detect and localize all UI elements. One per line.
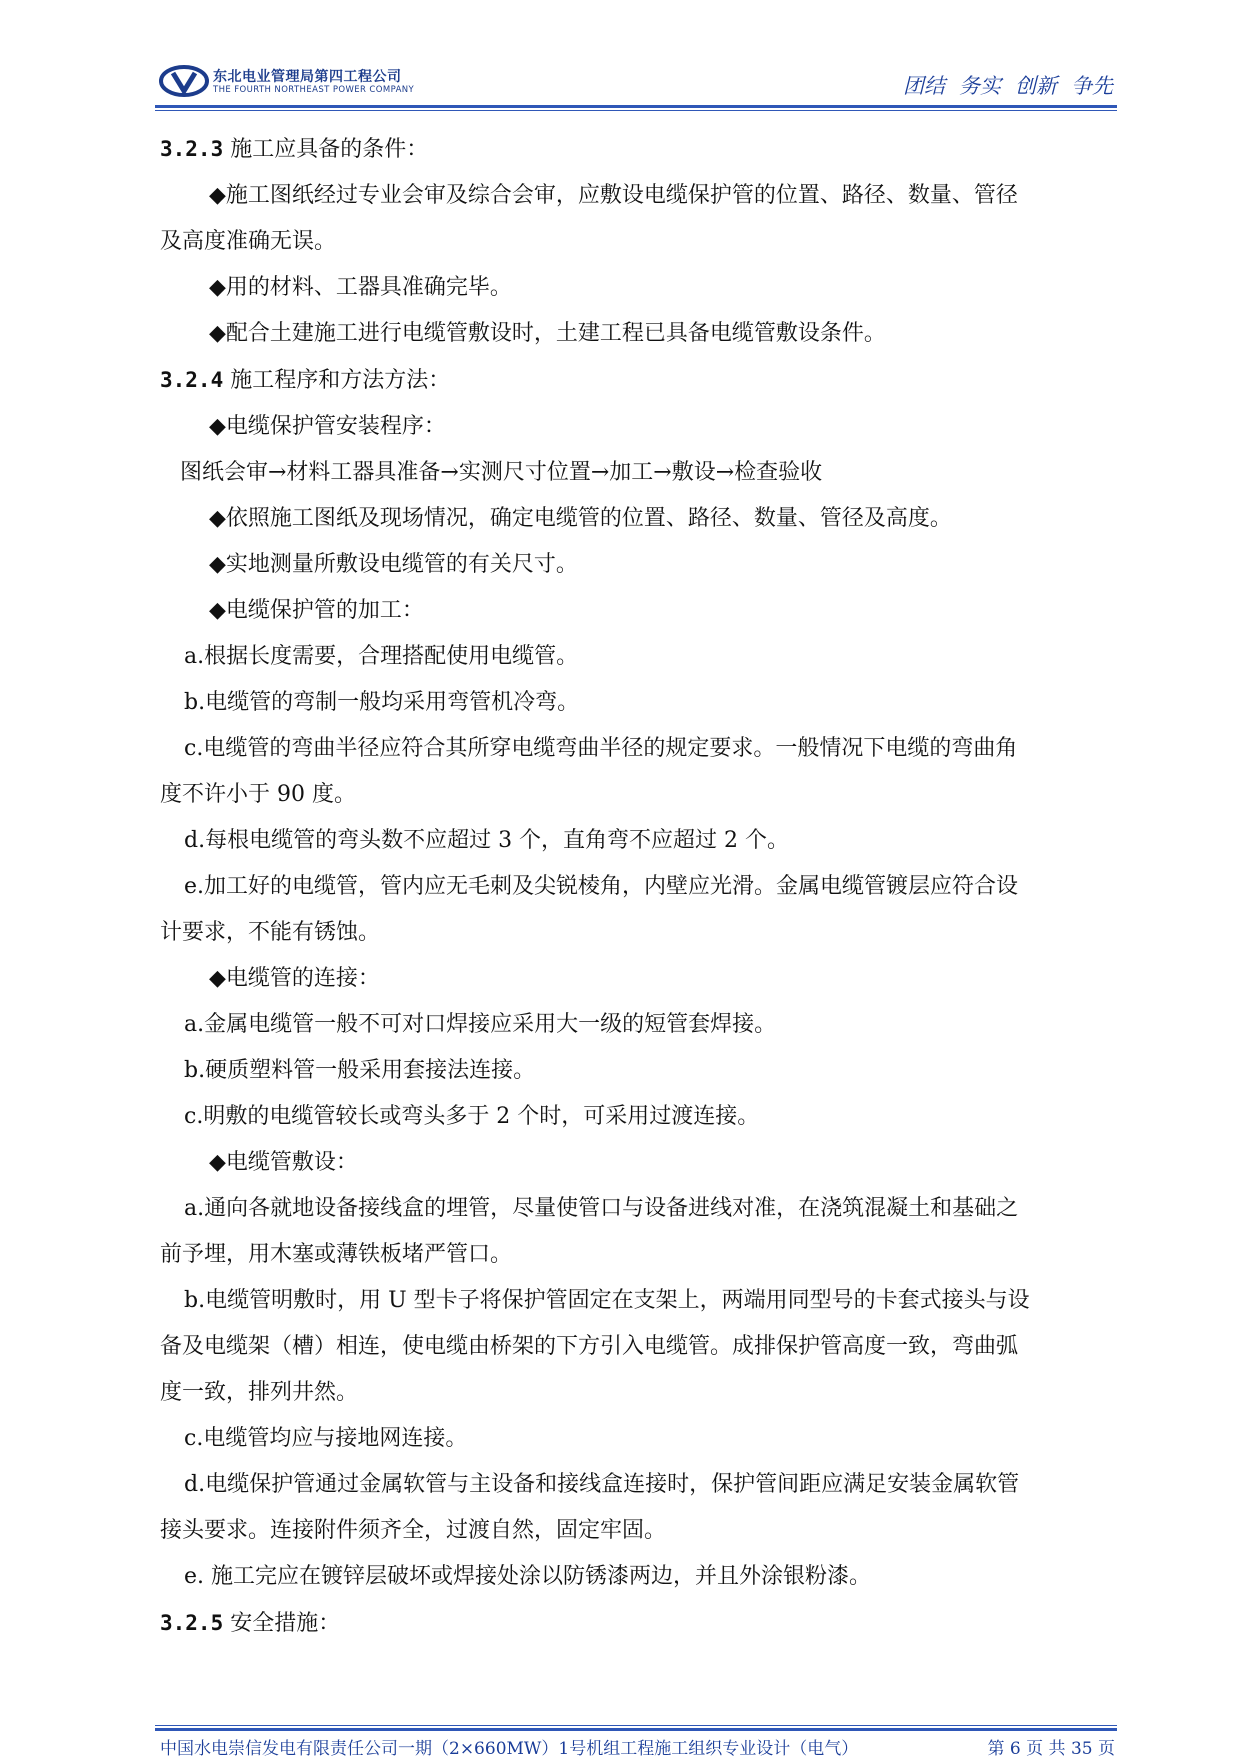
- list-item: a.通向各就地设备接线盒的埋管，尽量使管口与设备进线对准，在浇筑混凝土和基础之: [184, 1196, 1019, 1221]
- list-item: c.明敷的电缆管较长或弯头多于 2 个时，可采用过渡连接。: [184, 1104, 760, 1129]
- paragraph-continuation: 接头要求。连接附件须齐全，过渡自然，固定牢固。: [160, 1518, 667, 1543]
- bullet-paragraph: ◆电缆保护管的加工：: [209, 598, 424, 623]
- motto-word: 创新: [1015, 74, 1057, 98]
- bullet-paragraph: ◆配合土建施工进行电缆管敷设时，土建工程已具备电缆管敷设条件。: [209, 321, 886, 346]
- motto-word: 务实: [959, 74, 1001, 98]
- list-item: a.金属电缆管一般不可对口焊接应采用大一级的短管套焊接。: [184, 1012, 777, 1037]
- document-body: [160, 126, 1115, 1647]
- footer-page-number: 第 6 页 共 35 页: [987, 1739, 1115, 1759]
- section-heading: [160, 357, 1115, 404]
- bullet-paragraph: ◆电缆管的连接：: [209, 966, 380, 991]
- section-heading: [160, 126, 1115, 173]
- footer-rule-thin: [155, 1725, 1117, 1726]
- paragraph-continuation: 前予埋，用木塞或薄铁板堵严管口。: [160, 1242, 513, 1267]
- bullet-paragraph: ◆实地测量所敷设电缆管的有关尺寸。: [209, 552, 578, 577]
- paragraph-continuation: 及高度准确无误。: [160, 229, 337, 254]
- section-number: 3.2.5: [160, 1611, 224, 1635]
- paragraph-continuation: 度一致，排列井然。: [160, 1380, 359, 1405]
- motto-word: 团结: [903, 74, 945, 98]
- list-item: e. 施工完应在镀锌层破坏或焊接处涂以防锈漆两边，并且外涂银粉漆。: [184, 1564, 872, 1589]
- bullet-paragraph: ◆电缆管敷设：: [209, 1150, 358, 1175]
- bullet-paragraph: ◆用的材料、工器具准确完毕。: [209, 275, 512, 300]
- list-item: a.根据长度需要，合理搭配使用电缆管。: [184, 644, 579, 669]
- list-item: d.每根电缆管的弯头数不应超过 3 个，直角弯不应超过 2 个。: [184, 828, 790, 853]
- footer-rule: [155, 1728, 1117, 1731]
- list-item: b.硬质塑料管一般采用套接法连接。: [184, 1058, 536, 1083]
- list-item: d.电缆保护管通过金属软管与主设备和接线盒连接时，保护管间距应满足安装金属软管: [184, 1472, 1020, 1497]
- page-header: [155, 56, 1115, 112]
- bullet-paragraph: ◆施工图纸经过专业会审及综合会审，应敷设电缆保护管的位置、路径、数量、管径: [209, 183, 1018, 208]
- paragraph-continuation: 度不许小于 90 度。: [160, 782, 356, 807]
- motto: [889, 70, 1113, 100]
- section-title: 施工程序和方法方法：: [223, 368, 451, 393]
- list-item: b.电缆管明敷时，用 U 型卡子将保护管固定在支架上，两端用同型号的卡套式接头与设: [184, 1288, 1030, 1313]
- list-item: b.电缆管的弯制一般均采用弯管机冷弯。: [184, 690, 580, 715]
- section-title: 施工应具备的条件：: [223, 137, 429, 162]
- section-number: 3.2.4: [160, 368, 224, 392]
- section-heading: [160, 1600, 1115, 1647]
- process-flow: 图纸会审→材料工器具准备→实测尺寸位置→加工→敷设→检查验收: [180, 460, 823, 485]
- header-rule: [155, 105, 1117, 108]
- list-item: c.电缆管的弯曲半径应符合其所穿电缆弯曲半径的规定要求。一般情况下电缆的弯曲角: [184, 736, 1018, 761]
- bullet-paragraph: ◆电缆保护管安装程序：: [209, 414, 446, 439]
- section-title: 安全措施：: [223, 1611, 341, 1636]
- list-item: e.加工好的电缆管，管内应无毛刺及尖锐棱角，内壁应光滑。金属电缆管镀层应符合设: [184, 874, 1019, 899]
- company-logo-icon: [159, 64, 209, 98]
- motto-word: 争先: [1071, 74, 1113, 98]
- section-number: 3.2.3: [160, 137, 224, 161]
- bullet-paragraph: ◆依照施工图纸及现场情况，确定电缆管的位置、路径、数量、管径及高度。: [209, 506, 952, 531]
- header-rule-thin: [155, 110, 1117, 111]
- paragraph-continuation: 计要求，不能有锈蚀。: [160, 920, 381, 945]
- list-item: c.电缆管均应与接地网连接。: [184, 1426, 468, 1451]
- paragraph-continuation: 备及电缆架（槽）相连，使电缆由桥架的下方引入电缆管。成排保护管高度一致，弯曲弧: [160, 1334, 1019, 1359]
- company-name-en: THE FOURTH NORTHEAST POWER COMPANY: [213, 85, 415, 95]
- footer-document-title: 中国水电崇信发电有限责任公司一期（2×660MW）1号机组工程施工组织专业设计（电气）: [160, 1739, 859, 1759]
- company-name-cn: 东北电业管理局第四工程公司: [213, 69, 402, 85]
